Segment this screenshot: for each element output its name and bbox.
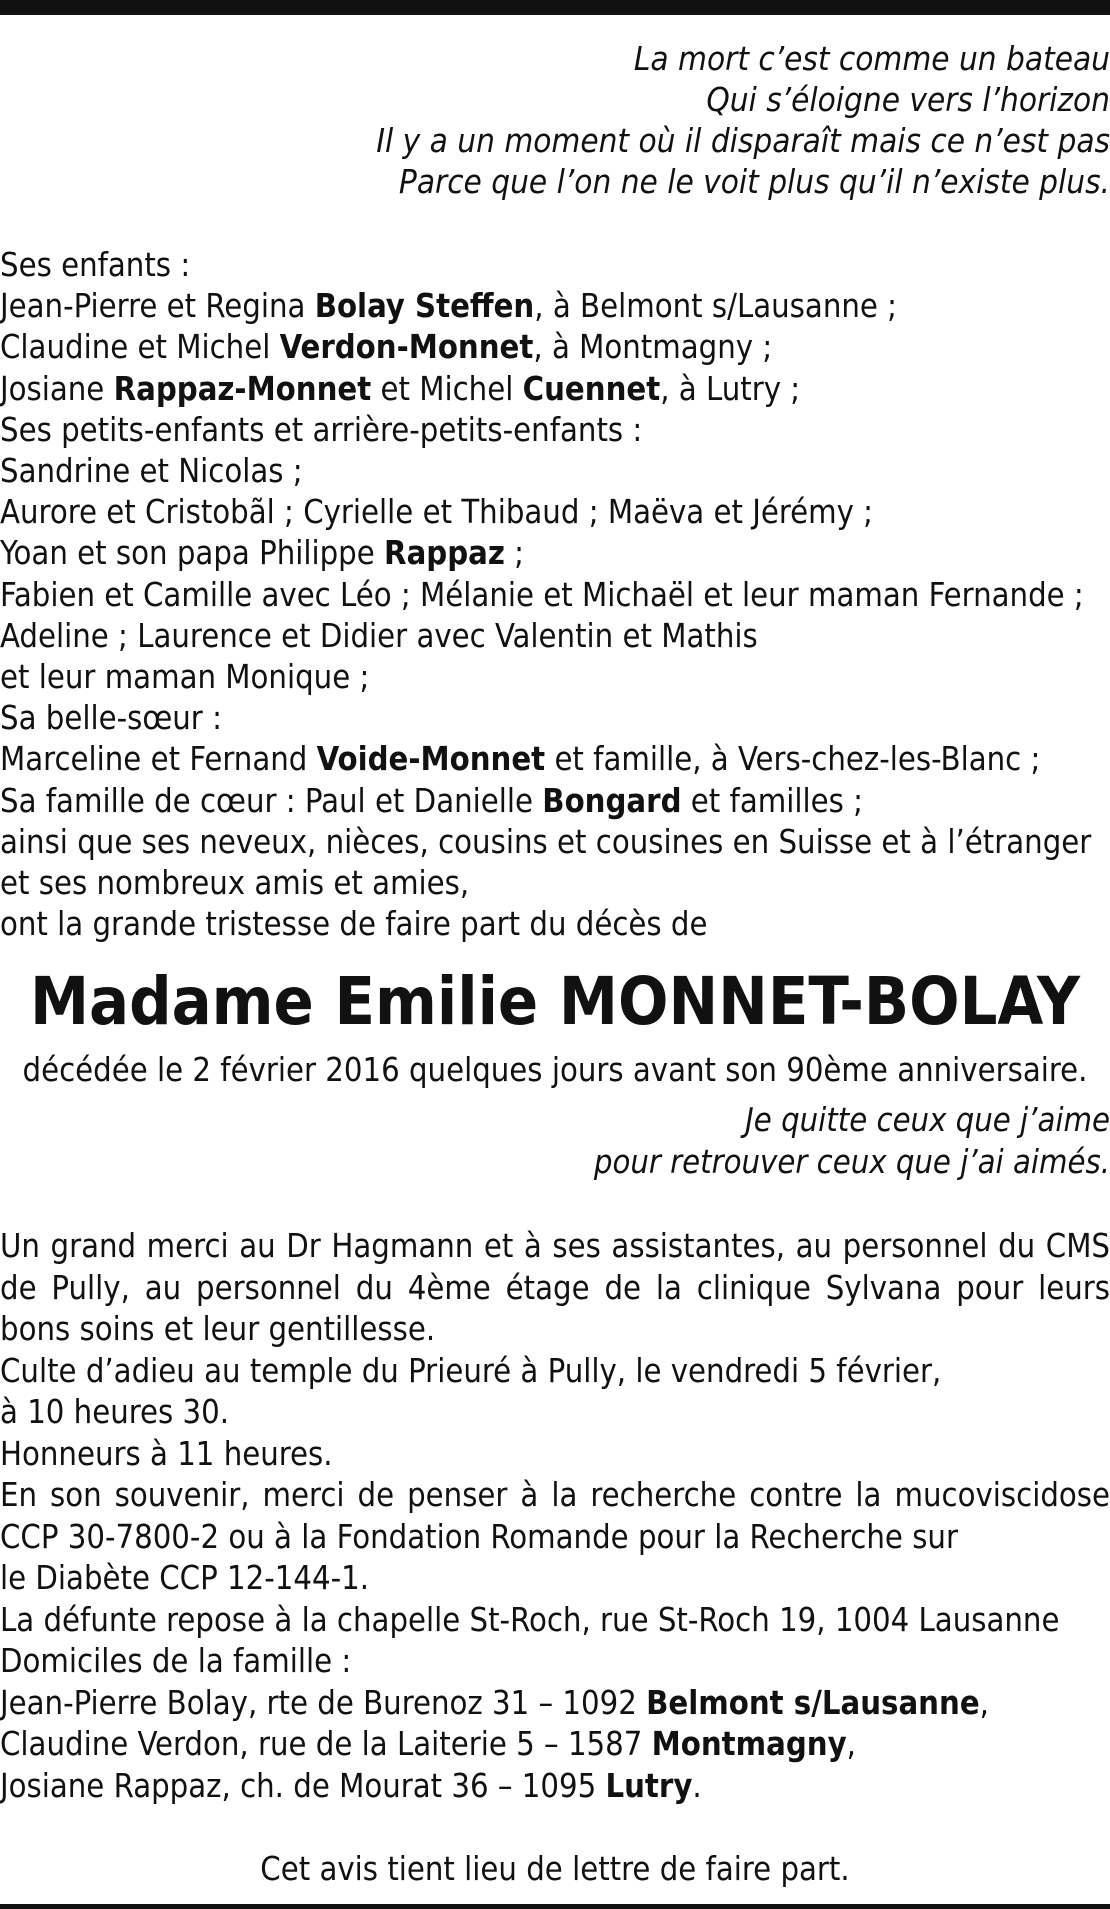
text: , [979,1683,989,1722]
footer-note: Cet avis tient lieu de lettre de faire part. [260,1850,850,1888]
text: Sa belle-sœur : [0,699,222,738]
text: Sa famille de cœur : Paul et Danielle [0,781,543,820]
text: . [692,1766,702,1805]
deceased-name: Madame Emilie MONNET-BOLAY [29,963,1081,1040]
text: Jean-Pierre Bolay, rte de Burenoz 31 – 1092 [0,1683,647,1722]
text: , à Belmont s/Lausanne ; [534,287,898,326]
text: , [846,1725,856,1763]
surname: Rappaz [384,534,505,573]
family-line [0,739,1110,780]
poem-line: Parce que l’on ne le voit plus qu’il n’existe plus. [398,162,1110,201]
locality: Montmagny [651,1725,847,1763]
thanks-and-arrangements [0,1226,1110,1807]
text-line: Honneurs à 11 heures. [0,1434,333,1473]
text: Claudine et Michel [0,328,280,367]
family-line [0,286,1110,327]
text: Ses enfants : [0,246,191,284]
text: Josiane Rappaz, ch. de Mourat 36 – 1095 [0,1766,606,1805]
text-line: La défunte repose à la chapelle St-Roch, rue St-Roch 19, 1004 Lausanne [0,1600,1060,1639]
family-line [0,575,1110,616]
family-line [0,781,1110,822]
text-line: Un grand merci au Dr Hagmann et à ses assistantes, au personnel du CMS [0,1227,1110,1265]
family-line [0,657,1110,698]
death-date-line: décédée le 2 février 2016 quelques jours avant son 90ème anniversaire. [22,1051,1088,1089]
text-line: à 10 heures 30. [0,1393,230,1431]
closing-quote [310,1099,1110,1183]
family-line [0,616,1110,657]
family-line [0,451,1110,492]
surname: Cuennet [522,369,661,408]
family-line [0,822,1110,863]
text: et leur maman Monique ; [0,658,370,697]
poem-line: La mort c’est comme un bateau [633,39,1110,78]
text: Josiane [0,369,114,408]
opening-poem [110,38,1110,202]
quote-line: pour retrouver ceux que j’ai aimés. [593,1143,1110,1181]
surname: Voide-Monnet [316,740,546,779]
address-line [0,1724,1110,1766]
family-line [0,863,1110,904]
text: Sandrine et Nicolas ; [0,452,303,491]
address-line [0,1766,1110,1808]
text-line: bons soins et leur gentillesse. [0,1310,436,1348]
text-line: En son souvenir, merci de penser à la recherche contre la mucoviscidose [0,1476,1110,1514]
family-line [0,410,1110,451]
text: ; [504,534,525,573]
text-line: le Diabète CCP 12-144-1. [0,1559,370,1597]
text-line: CCP 30-7800-2 ou à la Fondation Romande pour la Recherche sur [0,1517,958,1556]
text: ont la grande tristesse de faire part du décès de [0,905,708,944]
bottom-rule [0,1904,1110,1909]
top-rule [0,0,1110,15]
text: et familles ; [681,781,863,820]
text: Jean-Pierre et Regina [0,287,315,326]
poem-line: Qui s’éloigne vers l’horizon [706,80,1110,119]
family-line [0,369,1110,410]
text: Fabien et Camille avec Léo ; Mélanie et Michaël et leur maman Fernande ; [0,575,1084,614]
surname: Rappaz-Monnet [113,369,372,408]
family-announcement [0,245,1110,945]
family-line [0,245,1110,286]
text: Ses petits-enfants et arrière-petits-enfants : [0,410,643,449]
text: , à Lutry ; [660,369,801,408]
text: ainsi que ses neveux, nièces, cousins et cousines en Suisse et à l’étranger [0,822,1092,861]
family-line [0,698,1110,739]
text-line: de Pully, au personnel du 4ème étage de la clinique Sylvana pour leurs [0,1268,1110,1307]
text: Yoan et son papa Philippe [0,534,385,573]
surname: Bongard [542,781,682,820]
text-line: Culte d’adieu au temple du Prieuré à Pully, le vendredi 5 février, [0,1351,942,1390]
family-line [0,327,1110,368]
locality: Belmont s/Lausanne [646,1683,980,1722]
text: et famille, à Vers-chez-les-Blanc ; [545,740,1041,779]
text: et Michel [371,369,523,408]
text: Adeline ; Laurence et Didier avec Valentin et Mathis [0,616,758,655]
surname: Bolay Steffen [314,287,535,326]
poem-line: Il y a un moment où il disparaît mais ce n’est pas [376,121,1110,160]
family-line [0,533,1110,574]
locality: Lutry [605,1766,693,1805]
text: Claudine Verdon, rue de la Laiterie 5 – 1587 [0,1725,652,1763]
text: , à Montmagny ; [533,328,773,367]
text: Marceline et Fernand [0,740,317,779]
text: et ses nombreux amis et amies, [0,864,470,903]
surname: Verdon-Monnet [279,328,534,367]
text-line: Domiciles de la famille : [0,1642,352,1680]
quote-line: Je quitte ceux que j’aime [745,1101,1110,1139]
family-line [0,904,1110,945]
family-line [0,492,1110,533]
address-line [0,1683,1110,1725]
text: Aurore et Cristobãl ; Cyrielle et Thibaud ; Maëva et Jérémy ; [0,493,874,532]
